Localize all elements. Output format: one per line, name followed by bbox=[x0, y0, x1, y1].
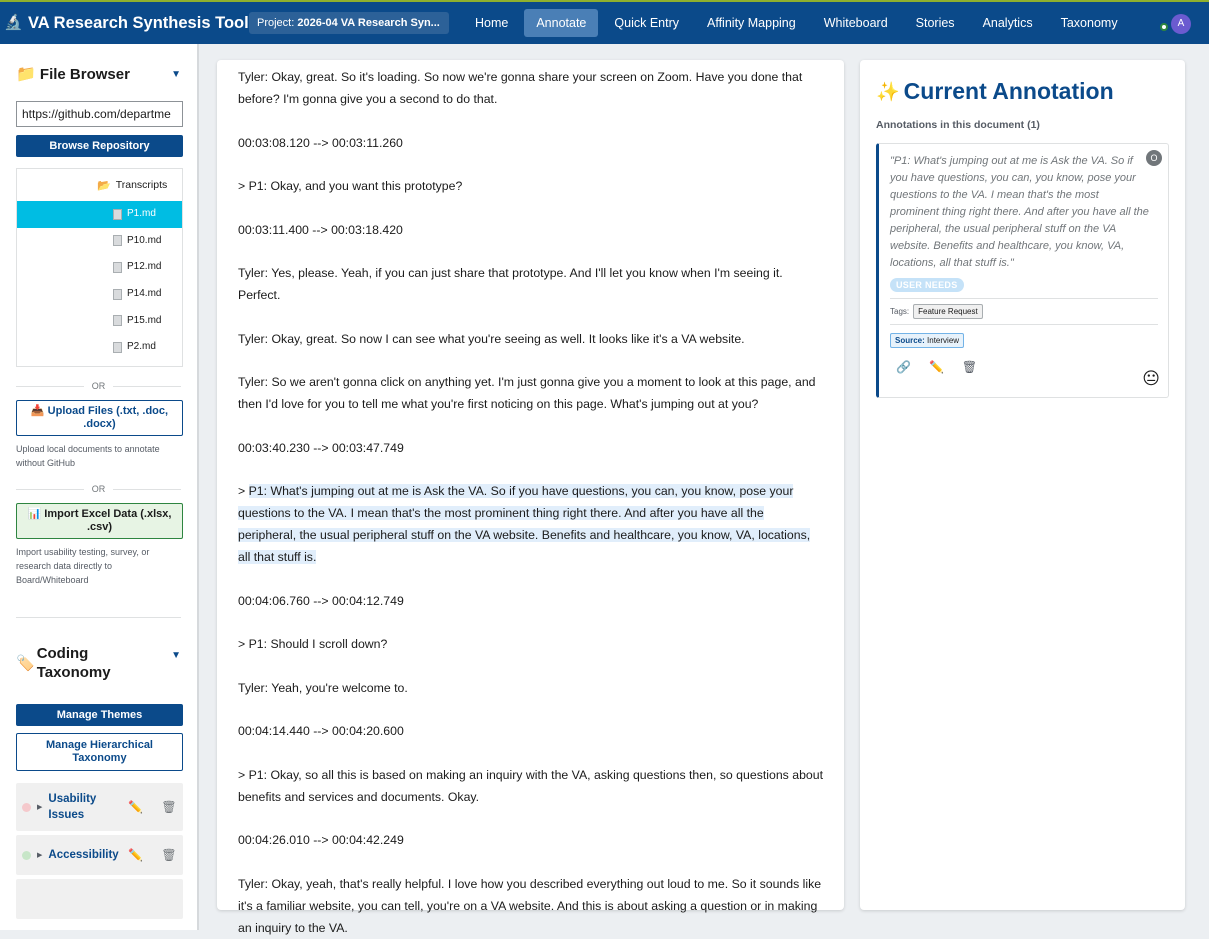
source-value: Interview bbox=[927, 336, 960, 345]
import-excel-button[interactable]: 📊 Import Excel Data (.xlsx, .csv) bbox=[16, 503, 183, 539]
source-label: Source: bbox=[895, 336, 925, 345]
file-name: P10.md bbox=[127, 234, 162, 246]
theme-row[interactable] bbox=[16, 835, 183, 875]
transcript-paragraph[interactable]: > P1: Okay, so all this is based on making an inquiry with the VA, asking questions then, so questions about benefits and services and documents. Okay. bbox=[238, 767, 824, 804]
app-title: VA Research Synthesis Tool bbox=[28, 13, 249, 32]
pencil-icon[interactable]: ✏️ bbox=[128, 800, 144, 814]
tag-icon: 🏷️ bbox=[16, 654, 35, 672]
trash-icon[interactable]: 🗑 bbox=[161, 848, 177, 862]
manage-themes-button[interactable]: Manage Themes bbox=[16, 704, 183, 726]
tree-file[interactable] bbox=[17, 307, 182, 334]
taxonomy-title: Coding Taxonomy bbox=[36, 645, 111, 681]
link-icon[interactable]: 🔗 bbox=[896, 360, 911, 374]
folder-label: Transcripts bbox=[115, 179, 168, 191]
file-name: P12.md bbox=[127, 261, 162, 273]
upload-hint: Upload local documents to annotate without GitHub bbox=[16, 444, 160, 468]
project-selector[interactable] bbox=[249, 12, 449, 34]
card-divider bbox=[890, 298, 1158, 299]
project-name: 2026-04 VA Research Syn... bbox=[297, 17, 440, 29]
source-chip bbox=[890, 333, 964, 348]
transcript-paragraph[interactable]: Tyler: Yes, please. Yeah, if you can just share that prototype. And I'll let you know when I'm seeing it. Perfect. bbox=[238, 266, 783, 302]
or-label: OR bbox=[91, 484, 106, 494]
tree-file[interactable] bbox=[17, 228, 182, 255]
nav-affinity-mapping[interactable]: Affinity Mapping bbox=[707, 16, 796, 30]
nav-taxonomy[interactable]: Taxonomy bbox=[1060, 16, 1118, 30]
file-name: P2.md bbox=[127, 341, 156, 353]
tree-file[interactable] bbox=[17, 334, 182, 361]
transcript-paragraph[interactable]: Tyler: Okay, great. So it's loading. So now we're gonna share your screen on Zoom. Have you done that before? I'm gonna give you a second to do that. bbox=[238, 70, 803, 106]
card-divider bbox=[890, 324, 1158, 325]
brand bbox=[0, 13, 249, 33]
theme-name[interactable]: Accessibility bbox=[48, 849, 119, 861]
highlighted-text[interactable]: P1: What's jumping out at me is Ask the VA. So if you have questions, you can, you know, pose your questions to the VA. I mean that's the most prominent thing right there. And after you have all the peripheral, the usual peripheral stuff on the VA website. Benefits and healthcare, you know, VA, locations, all that stuff is. bbox=[238, 484, 811, 564]
transcript-paragraph[interactable]: > P1: Okay, and you want this prototype? bbox=[238, 179, 463, 193]
transcript-timestamp[interactable]: 00:03:11.400 --> 00:03:18.420 bbox=[238, 222, 403, 237]
chevron-down-icon[interactable]: ▼ bbox=[171, 650, 181, 661]
file-browser-title: File Browser bbox=[39, 65, 130, 83]
transcript-timestamp[interactable]: 00:04:26.010 --> 00:04:42.249 bbox=[238, 833, 404, 847]
annotation-title-text: Current Annotation bbox=[903, 78, 1114, 104]
or-label: OR bbox=[91, 381, 106, 391]
transcript-timestamp[interactable]: 00:04:06.760 --> 00:04:12.749 bbox=[238, 593, 404, 608]
theme-color-dot bbox=[22, 851, 31, 860]
expand-triangle-icon[interactable]: ▶ bbox=[37, 804, 43, 811]
highlighted-annotation-paragraph[interactable] bbox=[238, 480, 823, 568]
pencil-icon[interactable]: ✏️ bbox=[128, 848, 144, 862]
annotation-actions bbox=[890, 360, 1158, 374]
transcript-paragraph[interactable]: > P1: Should I scroll down? bbox=[238, 637, 388, 651]
transcript-paragraph[interactable]: Tyler: Okay, great. So now I can see what you're seeing as well. It looks like it's a VA website. bbox=[238, 331, 745, 346]
transcript-document bbox=[217, 60, 844, 935]
sidebar bbox=[0, 44, 199, 930]
theme-name[interactable]: Usability Issues bbox=[48, 793, 97, 821]
top-bar bbox=[0, 0, 1209, 44]
microscope-icon: 🔬 bbox=[4, 14, 23, 31]
folder-icon: 📁 bbox=[16, 66, 36, 83]
theme-row[interactable] bbox=[16, 783, 183, 831]
manage-hierarchical-taxonomy-button[interactable]: Manage Hierarchical Taxonomy bbox=[16, 733, 183, 771]
tags-row bbox=[890, 304, 1158, 319]
file-name: P14.md bbox=[127, 288, 162, 300]
file-name: P1.md bbox=[127, 208, 156, 220]
main-nav bbox=[463, 9, 1134, 37]
nav-whiteboard[interactable]: Whiteboard bbox=[823, 16, 888, 30]
annotation-panel-title bbox=[876, 78, 1169, 105]
tags-label: Tags: bbox=[890, 307, 910, 316]
tree-file[interactable] bbox=[17, 201, 182, 228]
repo-url-input[interactable] bbox=[16, 101, 183, 127]
transcript-timestamp[interactable]: 00:03:08.120 --> 00:03:11.260 bbox=[238, 135, 403, 150]
trash-icon[interactable]: 🗑 bbox=[961, 360, 978, 374]
theme-color-dot bbox=[22, 803, 31, 812]
nav-annotate[interactable]: Annotate bbox=[524, 9, 598, 37]
file-icon bbox=[113, 289, 122, 300]
folder-open-icon: 📂 bbox=[97, 180, 111, 192]
theme-badge: USER NEEDS bbox=[890, 278, 964, 292]
neutral-face-icon[interactable]: 😐 bbox=[1142, 369, 1160, 388]
file-name: P15.md bbox=[127, 314, 162, 326]
annotation-quote: "P1: What's jumping out at me is Ask the VA. So if you have questions, you can, you know, pose your questions to the VA. I mean that's the most prominent thing right there. And after you have all the peripheral, the usual peripheral stuff on the VA website. Benefits and healthcare, you know, VA, locations, all that stuff is." bbox=[890, 155, 1149, 269]
annotator-badge: O bbox=[1146, 150, 1162, 166]
theme-row[interactable] bbox=[16, 879, 183, 919]
tag-chip[interactable]: Feature Request bbox=[913, 304, 983, 319]
online-status-icon bbox=[1160, 23, 1168, 31]
tree-folder-transcripts[interactable] bbox=[17, 169, 182, 201]
project-label: Project: bbox=[257, 17, 295, 29]
chevron-down-icon[interactable]: ▼ bbox=[171, 68, 181, 80]
file-icon bbox=[113, 235, 122, 246]
transcript-paragraph[interactable]: Tyler: Okay, yeah, that's really helpful. I love how you described everything out loud to me. So it sounds like it's a familiar website, you can tell, you're on a VA website. And this is about asking a question or in making an inquiry to the VA. bbox=[238, 876, 822, 935]
quote-prefix: > bbox=[238, 484, 249, 498]
file-tree bbox=[16, 168, 183, 367]
file-icon bbox=[113, 342, 122, 353]
user-area bbox=[1160, 14, 1191, 34]
nav-home[interactable]: Home bbox=[475, 16, 509, 30]
transcript-paragraph[interactable]: Tyler: So we aren't gonna click on anything yet. I'm just gonna give you a moment to look at this page, and then I'd love for you to tell me what you're first noticing on this page. What's jumping out at you? bbox=[238, 375, 816, 411]
expand-triangle-icon[interactable]: ▶ bbox=[37, 852, 43, 859]
nav-analytics[interactable]: Analytics bbox=[982, 16, 1033, 30]
taxonomy-header[interactable] bbox=[0, 644, 197, 682]
file-icon bbox=[113, 262, 122, 273]
annotation-count: Annotations in this document (1) bbox=[876, 119, 1040, 131]
tree-file[interactable] bbox=[17, 281, 182, 308]
tree-file[interactable] bbox=[17, 254, 182, 281]
or-divider bbox=[16, 484, 181, 494]
nav-quick-entry[interactable]: Quick Entry bbox=[614, 16, 679, 30]
transcript-paragraph[interactable]: Tyler: Yeah, you're welcome to. bbox=[238, 680, 408, 695]
sparkles-icon: ✨ bbox=[876, 81, 900, 103]
file-browser-header[interactable] bbox=[0, 64, 197, 84]
file-icon bbox=[113, 315, 122, 326]
import-hint: Import usability testing, survey, or research data directly to Board/Whiteboard bbox=[16, 547, 150, 585]
transcript-timestamp[interactable]: 00:04:14.440 --> 00:04:20.600 bbox=[238, 724, 404, 738]
or-divider bbox=[16, 381, 181, 391]
upload-files-button[interactable]: 📥 Upload Files (.txt, .doc, .docx) bbox=[16, 400, 183, 436]
trash-icon[interactable]: 🗑 bbox=[161, 800, 177, 814]
section-divider bbox=[16, 617, 181, 618]
transcript-timestamp[interactable]: 00:03:40.230 --> 00:03:47.749 bbox=[238, 440, 404, 455]
file-icon bbox=[113, 209, 122, 220]
avatar[interactable]: A bbox=[1171, 14, 1191, 34]
browse-repository-button[interactable]: Browse Repository bbox=[16, 135, 183, 157]
annotation-card[interactable] bbox=[876, 143, 1169, 398]
nav-stories[interactable]: Stories bbox=[915, 16, 955, 30]
pencil-icon[interactable]: ✏️ bbox=[928, 360, 944, 374]
annotation-panel bbox=[860, 60, 1185, 910]
